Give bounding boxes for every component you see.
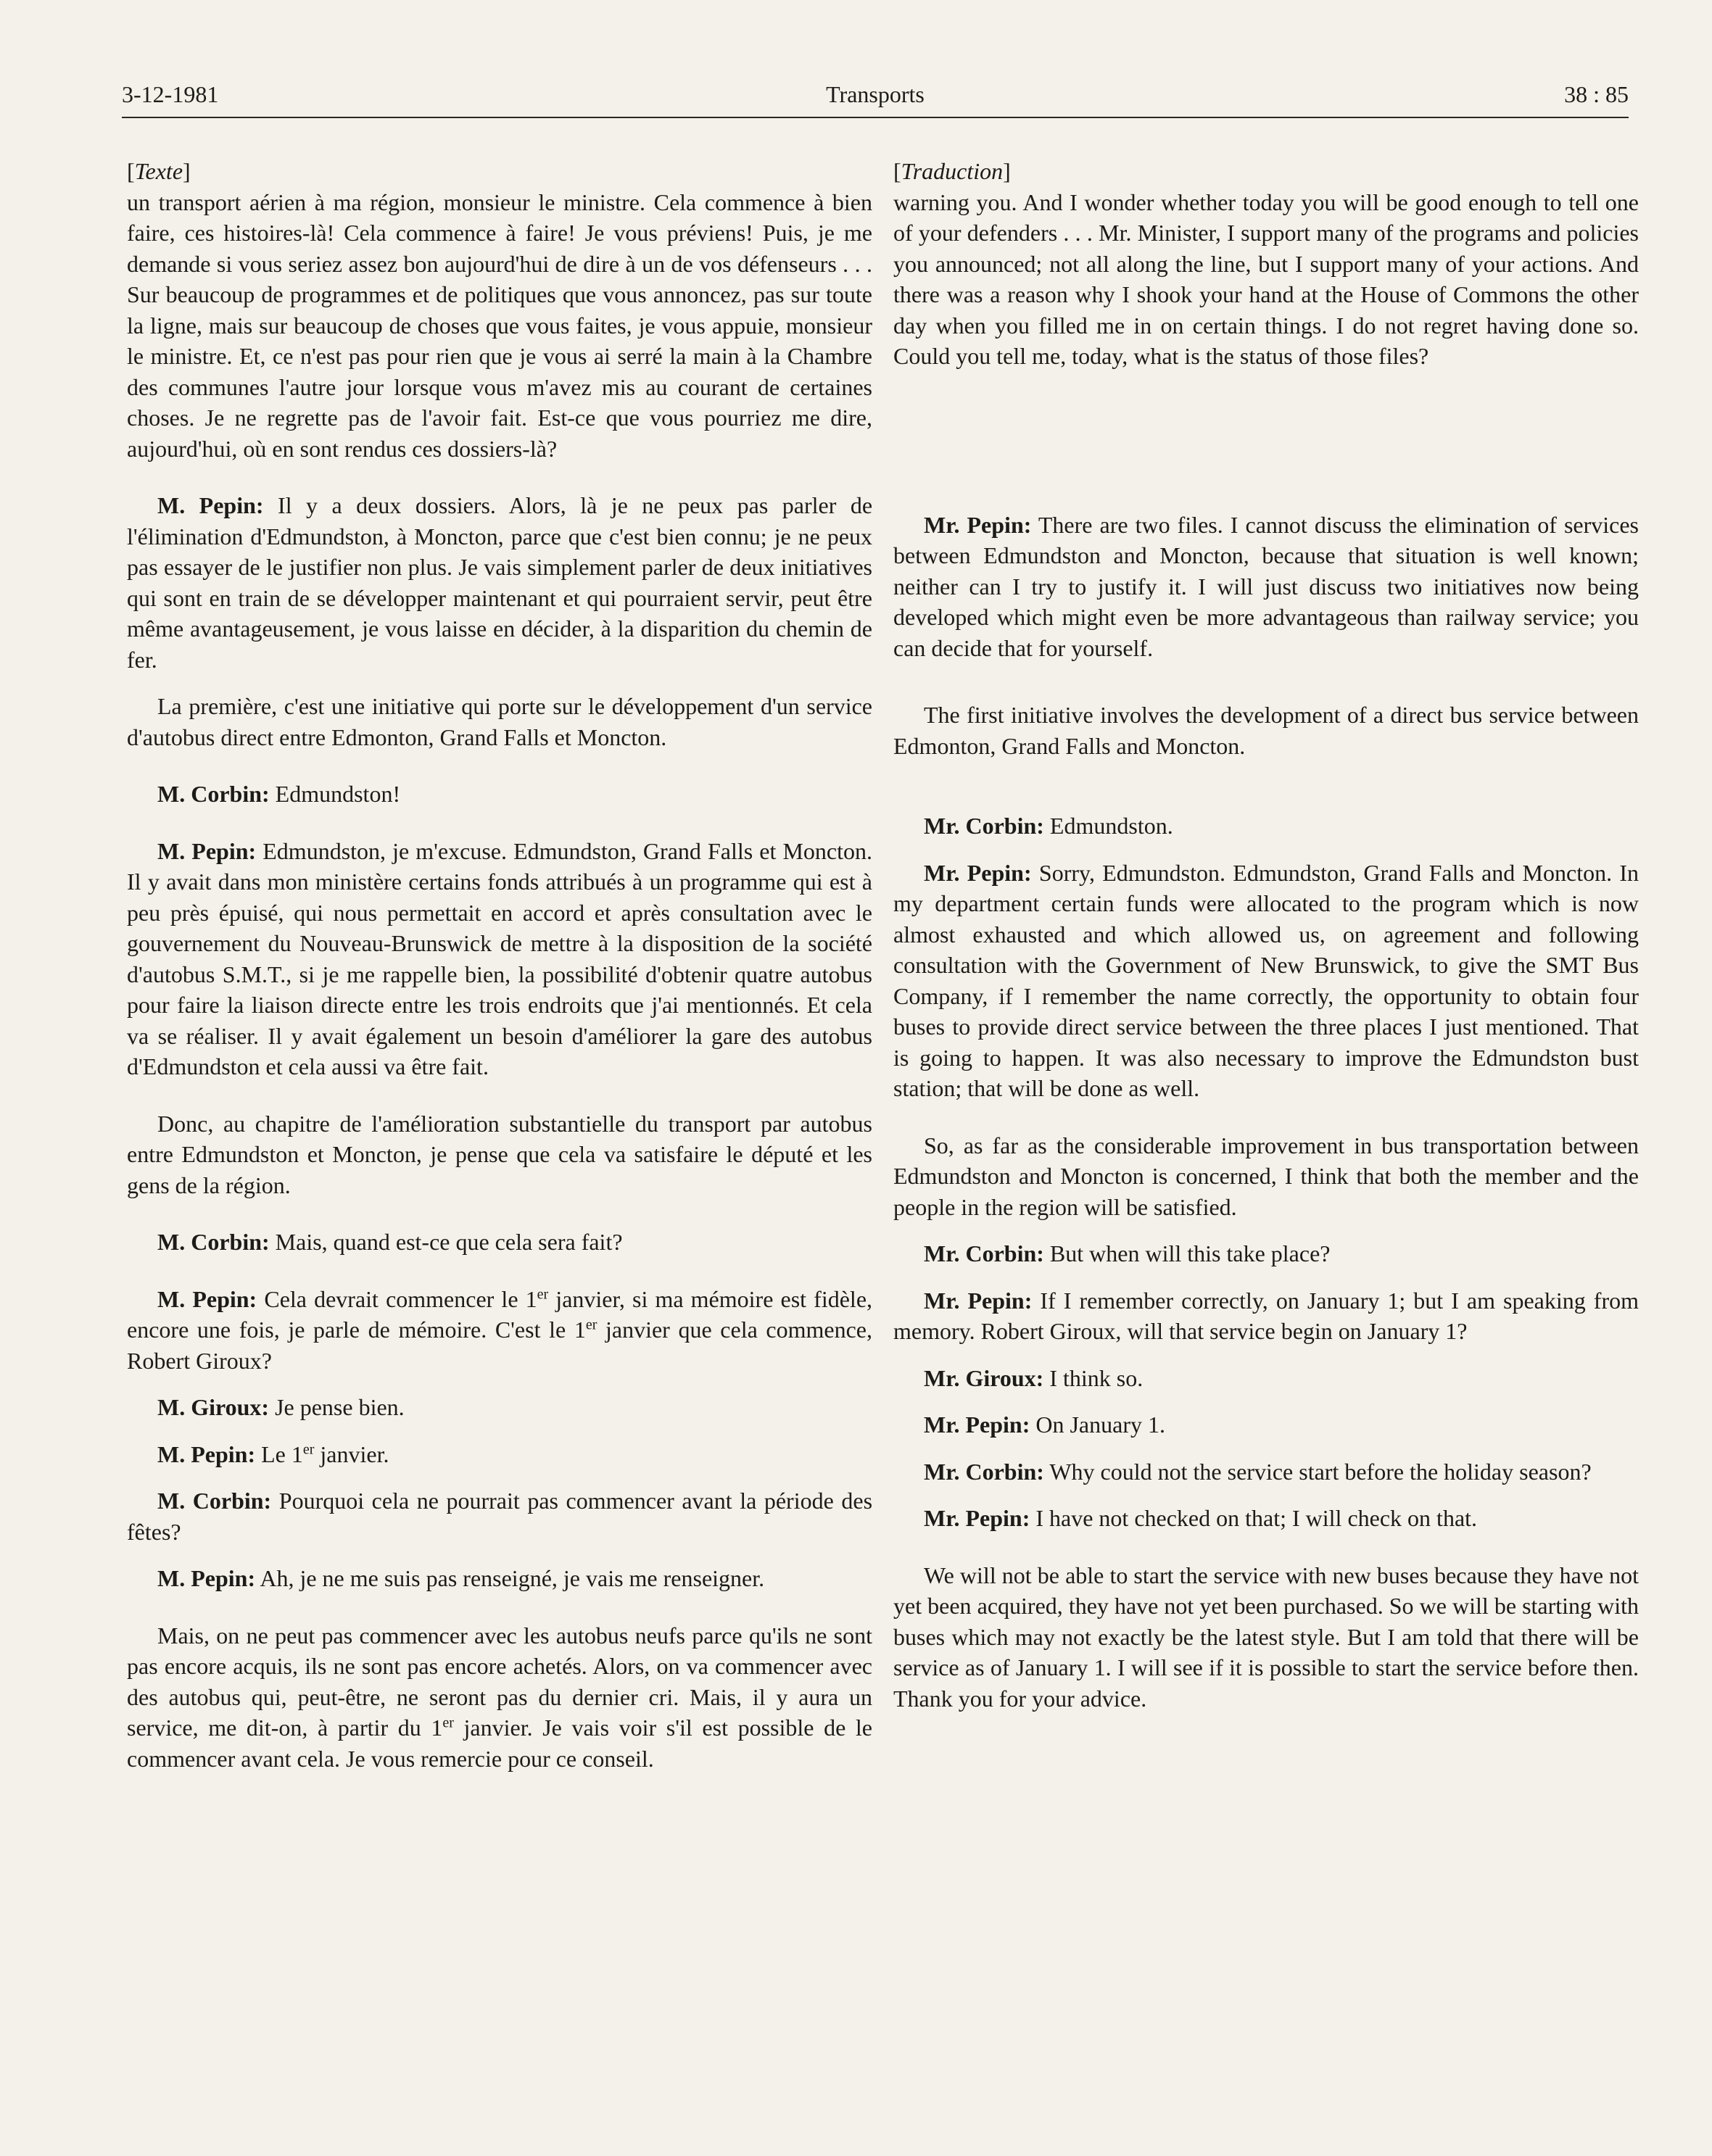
speaker-name: Mr. Corbin:: [924, 813, 1044, 839]
speech-block: M. Corbin: Mais, quand est-ce que cela sera fait?: [157, 1229, 623, 1255]
speech-block: Mr. Giroux: I think so.: [924, 1364, 1144, 1391]
speech-block: M. Pepin: Le 1er janvier.: [157, 1440, 389, 1467]
speech-block: Mr. Corbin: Edmundston.: [924, 813, 1173, 839]
speech-block: Mr. Pepin: On January 1.: [924, 1411, 1165, 1438]
speaker-name: M. Pepin:: [157, 837, 257, 864]
speech-block: M. Pepin: Il y a deux dossiers. Alors, là je ne peux pas parler de l'élimination d'Edmundston, à Moncton, parce que c'est bien connu; je ne peux pas essayer de le justifier non plus. Je vais simplement parler de deux initiatives qui sont en train de se développer maintenant et qui pourraient servir, peut être même avantageusement, je vous laisse en décider, à la disparition du chemin de fer.: [127, 492, 873, 673]
speech-block: Mr. Pepin: If I remember correctly, on January 1; but I am speaking from memory. Robert Giroux, will that service begin on January 1?: [893, 1287, 1639, 1344]
french-column: [127, 156, 872, 1774]
speaker-name: M. Pepin:: [157, 1565, 256, 1591]
speaker-name: Mr. Pepin:: [924, 1287, 1033, 1314]
speaker-name: M. Pepin:: [157, 1440, 256, 1467]
speaker-name: M. Corbin:: [157, 781, 270, 807]
speaker-name: M. Pepin:: [157, 492, 264, 518]
paragraph: warning you. And I wonder whether today you will be good enough to tell one of your defenders . . . Mr. Minister, I support many of the programs and policies you announced; not all along the line, but I support many of your actions. And there was a reason why I shook your hand at the House of Commons the other day when you filled me in on certain things. I do not regret having done so. Could you tell me, today, what is the status of those files?: [893, 188, 1639, 369]
column-label-traduction: [Traduction]: [893, 158, 1011, 184]
speech-block: Mr. Pepin: Sorry, Edmundston. Edmundston, Grand Falls and Moncton. In my department certain funds were allocated to the program which is now almost exhausted and which allowed us, on agreement and following consultation with the Government of New Brunswick, to give the SMT Bus Company, if I remember the name correctly, the opportunity to obtain four buses to provide direct service between the three places I just mentioned. That is going to happen. It was also necessary to improve the Edmundston bust station; that will be done as well.: [893, 859, 1639, 1101]
speaker-name: M. Corbin:: [157, 1229, 270, 1255]
speaker-name: Mr. Giroux:: [924, 1364, 1044, 1391]
speech-block: M. Corbin: Edmundston!: [157, 781, 401, 807]
paragraph: Mais, on ne peut pas commencer avec les autobus neufs parce qu'ils ne sont pas encore acquis, ils ne sont pas encore achetés. Alors, on va commencer avec des autobus qui, peut-être, ne seront pas du dernier cri. Mais, il y aura un service, me dit-on, à partir du 1er janvier. Je vais voir s'il est possible de le commencer avant cela. Je vous remercie pour ce conseil.: [127, 1622, 873, 1772]
paragraph: So, as far as the considerable improvement in bus transportation between Edmundston and Moncton is concerned, I think that both the member and the people in the region will be satisfied.: [893, 1132, 1639, 1220]
speaker-name: M. Corbin:: [157, 1488, 272, 1514]
paragraph: The first initiative involves the development of a direct bus service between Edmonton, Grand Falls and Moncton.: [893, 702, 1639, 759]
column-label-texte: [Texte]: [127, 158, 191, 184]
paragraph: Donc, au chapitre de l'amélioration substantielle du transport par autobus entre Edmundston et Moncton, je pense que cela va satisfaire le député et les gens de la région.: [127, 1110, 872, 1198]
speech-block: Mr. Pepin: I have not checked on that; I will check on that.: [924, 1505, 1478, 1531]
speaker-name: Mr. Corbin:: [924, 1240, 1044, 1266]
header-page-ref: 38 : 85: [1564, 81, 1629, 107]
speaker-name: Mr. Pepin:: [924, 1411, 1030, 1438]
speech-block: M. Pepin: Edmundston, je m'excuse. Edmundston, Grand Falls et Moncton. Il y avait dans mon ministère certains fonds attribués à un programme qui est à peu près épuisé, qui nous permettait en accord et après consultation avec le gouvernement du Nouveau-Brunswick de mettre à la disposition de la société d'autobus S.M.T., si je me rappelle bien, la possibilité d'obtenir quatre autobus pour faire la liaison directe entre les trois endroits que j'ai mentionnés. Et cela va se réaliser. Il y avait également un besoin d'améliorer la gare des autobus d'Edmundston et cela aussi va être fait.: [127, 837, 873, 1079]
paragraph: We will not be able to start the service with new buses because they have not yet been acquired, they have not yet been purchased. So we will be starting with buses which may not exactly be the latest style. But I am told that there will be service as of January 1. I will see if it is possible to start the service before then. Thank you for your advice.: [893, 1562, 1639, 1712]
speaker-name: Mr. Corbin:: [924, 1458, 1044, 1485]
paragraph: un transport aérien à ma région, monsieur le ministre. Cela commence à bien faire, ces histoires-là! Cela commence à faire! Je vous préviens! Puis, je me demande si vous seriez assez bon aujourd'hui de dire à un de vos défenseurs . . . Sur beaucoup de programmes et de politiques que vous annoncez, pas sur toute la ligne, mais sur beaucoup de choses que vous faites, je vous appuie, monsieur le ministre. Et, ce n'est pas pour rien que je vous ai serré la main à la Chambre des communes l'autre jour lorsque vous m'avez mis au courant de certaines choses. Je ne regrette pas de l'avoir fait. Est-ce que vous pourriez me dire, aujourd'hui, où en sont rendus ces dossiers-là?: [127, 188, 872, 462]
speaker-name: M. Giroux:: [157, 1394, 270, 1420]
speech-block: M. Giroux: Je pense bien.: [157, 1394, 405, 1420]
paragraph: La première, c'est une initiative qui porte sur le développement d'un service d'autobus direct entre Edmonton, Grand Falls et Moncton.: [127, 693, 872, 750]
speech-block: Mr. Corbin: But when will this take place?: [924, 1240, 1331, 1266]
speech-block: Mr. Pepin: There are two files. I cannot discuss the elimination of services between Edmundston and Moncton, because that situation is well known; neither can I try to justify it. I will just discuss two initiatives now being developed which might even be more advantageous than railway service; you can decide that for yourself.: [893, 511, 1639, 661]
header-rule: [122, 117, 1629, 118]
speech-block: Mr. Corbin: Why could not the service start before the holiday season?: [924, 1458, 1592, 1485]
speaker-name: Mr. Pepin:: [924, 859, 1032, 886]
speech-block: M. Corbin: Pourquoi cela ne pourrait pas commencer avant la période des fêtes?: [127, 1488, 873, 1545]
speech-block: M. Pepin: Ah, je ne me suis pas renseigné, je vais me renseigner.: [157, 1565, 765, 1591]
page-header: [122, 81, 1629, 117]
header-date: 3-12-1981: [122, 81, 219, 107]
english-column: [893, 156, 1639, 1714]
speaker-name: Mr. Pepin:: [924, 511, 1032, 538]
speaker-name: Mr. Pepin:: [924, 1505, 1030, 1531]
speech-block: M. Pepin: Cela devrait commencer le 1er janvier, si ma mémoire est fidèle, encore une fois, je parle de mémoire. C'est le 1er janvier que cela commence, Robert Giroux?: [127, 1285, 873, 1374]
speaker-name: M. Pepin:: [157, 1285, 257, 1312]
header-title: Transports: [826, 81, 925, 107]
